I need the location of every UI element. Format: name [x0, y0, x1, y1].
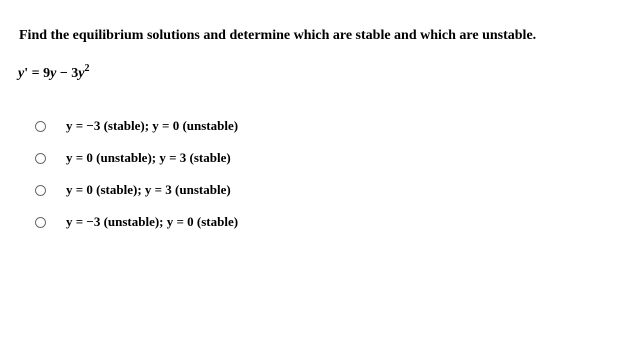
- answer-option-label: y = 0 (stable); y = 3 (unstable): [66, 182, 231, 197]
- radio-button-icon[interactable]: [35, 153, 46, 164]
- answer-option-label: y = −3 (unstable); y = 0 (stable): [66, 214, 239, 229]
- equation-lhs: y: [18, 66, 25, 81]
- equation-minus: − 3: [56, 66, 79, 81]
- equation-exponent: 2: [84, 63, 90, 74]
- answer-option-label: y = −3 (stable); y = 0 (unstable): [66, 118, 239, 133]
- answer-option-label: y = 0 (unstable); y = 3 (stable): [66, 150, 231, 165]
- question-prompt: Find the equilibrium solutions and determine which are stable and which are unstable.: [19, 28, 537, 43]
- answer-options: [35, 110, 238, 238]
- answer-option-2[interactable]: [35, 142, 238, 174]
- differential-equation: [18, 63, 90, 82]
- radio-button-icon[interactable]: [35, 185, 46, 196]
- equation-term2-var: y: [78, 66, 85, 81]
- answer-option-1[interactable]: [35, 110, 238, 142]
- answer-option-4[interactable]: [35, 206, 238, 238]
- equation-prime: ' = 9: [24, 66, 51, 81]
- equation-term1-var: y: [50, 66, 57, 81]
- answer-option-3[interactable]: [35, 174, 238, 206]
- radio-button-icon[interactable]: [35, 121, 46, 132]
- radio-button-icon[interactable]: [35, 217, 46, 228]
